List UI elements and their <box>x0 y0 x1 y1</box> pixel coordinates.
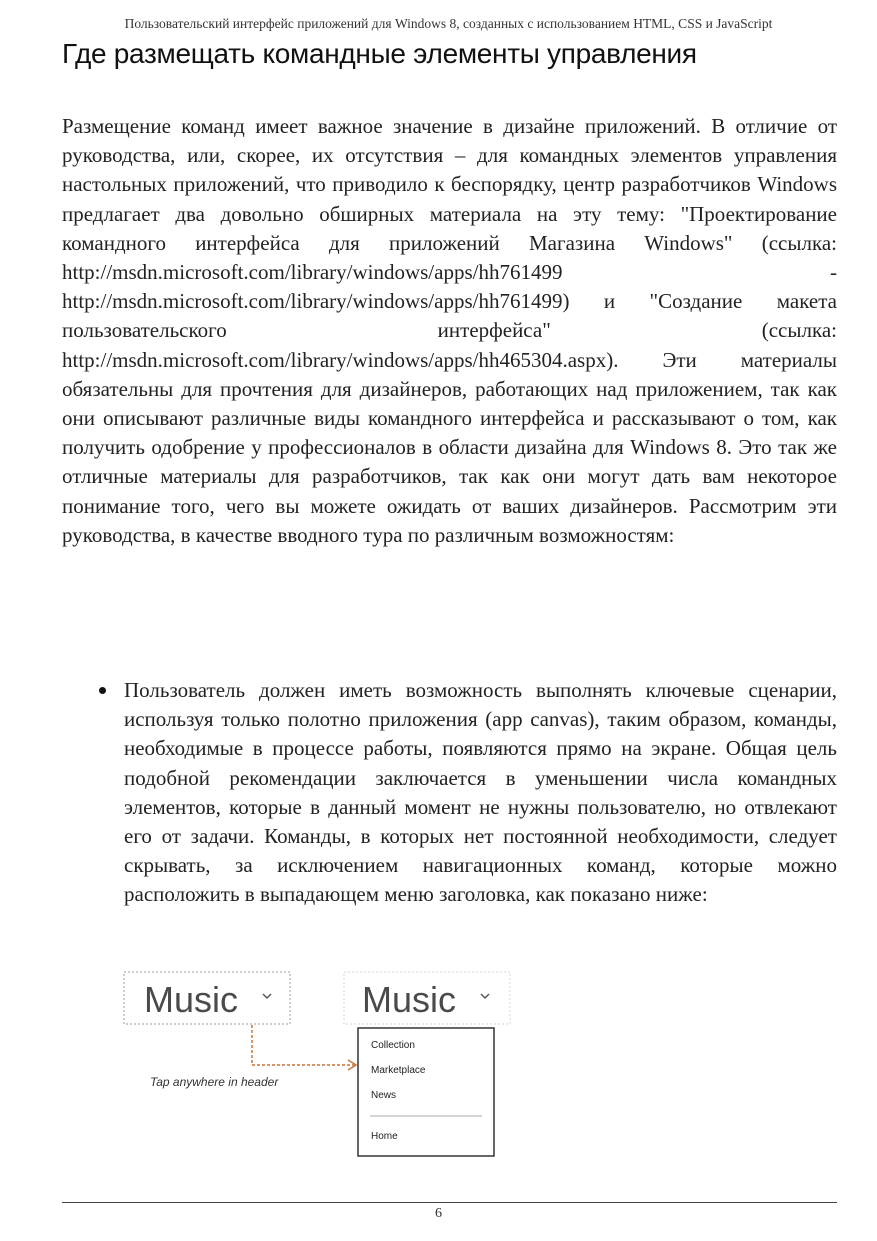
bullet-list <box>62 676 837 910</box>
header-menu-figure <box>122 968 512 1163</box>
right-chevron-down-icon <box>481 994 489 998</box>
left-header-text: Music <box>144 979 239 1020</box>
arrow-line <box>252 1025 354 1065</box>
page-number: 6 <box>435 1206 442 1221</box>
menu-item-home: Home <box>371 1131 398 1142</box>
left-chevron-down-icon <box>263 994 271 998</box>
body-paragraph: Размещение команд имеет важное значение в дизайне приложений. В отличие от руководства, или, скорее, их отсутствия – для командных элементов управления настольных приложений, что приводило к беспорядку, центр разработчиков Windows предлагает два довольно обширных материала на эту тему: "Проектирование командного интерфейса для приложений Магазина Windows" (ссылка: http://msdn.microsoft.com/library/windows/apps/hh761499 - http://msdn.microsoft.com/library/windows/apps/hh761499) и "Создание макета пользовательского интерфейса" (ссылка: http://msdn.microsoft.com/library/windows/apps/hh465304.aspx). Эти материалы обязательны для прочтения для дизайнеров, работающих над приложением, так как они описывают различные виды командного интерфейса и рассказывают о том, как получить одобрение у профессионалов в области дизайна для Windows 8. Это так же отличные материалы для разработчиков, так как они могут дать вам некоторое понимание того, чего вы можете ожидать от ваших дизайнеров. Рассмотрим эти руководства, в качестве вводного тура по различным возможностям: <box>62 114 837 547</box>
menu-item: News <box>371 1090 397 1101</box>
footer-rule <box>62 1202 837 1203</box>
running-header: Пользовательский интерфейс приложений для Windows 8, созданных с использованием HTML, CSS и JavaScript <box>124 16 773 31</box>
bullet-text: Пользователь должен иметь возможность выполнять ключевые сценарии, используя только полотно приложения (app canvas), таким образом, команды, необходимые в процессе работы, появляются прямо на экране. Общая цель подобной рекомендации заключается в уменьшении числа командных элементов, которые в данный момент не нужны пользователю, но отвлекают его от задачи. Команды, в которых нет постоянной необходимости, следует скрывать, за исключением навигационных команд, которые можно расположить в выпадающем меню заголовка, как показано ниже: <box>124 678 837 907</box>
bullet-item <box>62 676 837 910</box>
menu-item: Collection <box>371 1040 415 1051</box>
bullet-dot-icon <box>99 687 106 694</box>
figure-caption: Tap anywhere in header <box>150 1075 279 1089</box>
right-header-text: Music <box>362 979 457 1020</box>
section-title: Где размещать командные элементы управления <box>62 38 697 69</box>
menu-item: Marketplace <box>371 1065 426 1076</box>
